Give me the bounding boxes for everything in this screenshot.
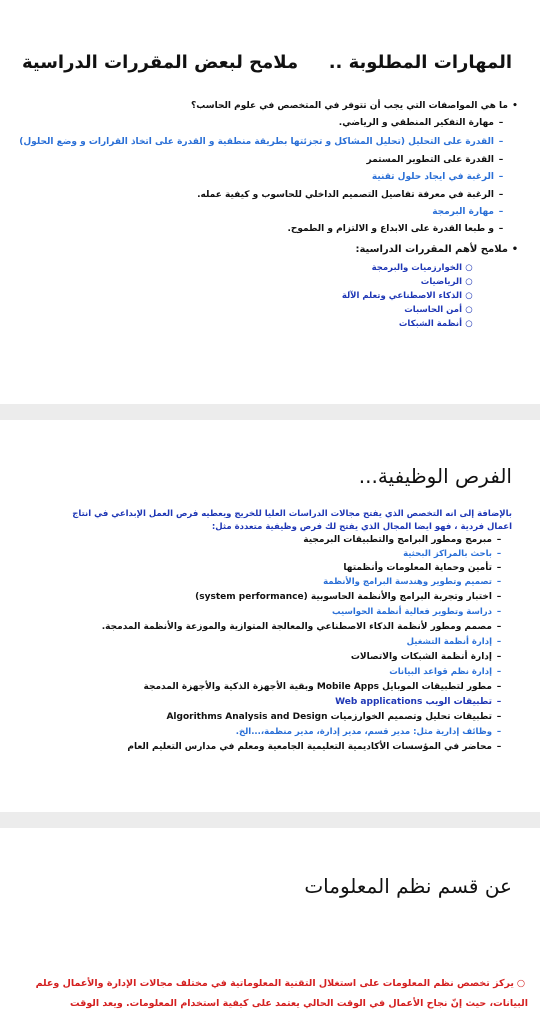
dash-icon: – [496,607,502,617]
job-item: –مصمم ومطور لأنظمة الذكاء الاصطناعي والمعالجة المتوازية والموزعة والأنظمة المدمجة. [102,621,506,633]
circle-bullet-icon: ○ [516,978,526,989]
dash-icon: – [496,622,502,632]
slide-title: عن قسم نظم المعلومات [304,874,512,898]
circle-bullet-icon: ○ [465,319,473,329]
circle-bullet-icon: ○ [465,263,473,273]
slide-title [22,52,512,73]
dash-icon: – [498,172,504,182]
intro-bullet: ○يركز تخصص نظم المعلومات على استغلال التقنية المعلوماتية في مختلف مجالات الإدارة والأعمال وعلم [36,978,528,990]
dash-icon: – [496,592,502,602]
dash-icon: – [498,155,504,165]
dash-icon: – [496,577,502,587]
dash-icon: – [498,207,504,217]
dash-icon: – [496,637,502,647]
skill-item: –و طبعا القدرة على الابداع و الالتزام و الطموح. [287,223,508,235]
dash-icon: – [496,727,502,737]
job-item: –تأمين وحماية المعلومات وأنظمتها [343,562,506,574]
bullet-dot-icon: • [512,101,518,111]
skill-item: –الرغبة في معرفة تفاصيل التصميم الداخلي للحاسوب و كيفية عمله. [197,189,508,201]
title-part-a: المهارات المطلوبة .. [328,52,512,73]
course-item: ○الخوارزميات والبرمجة [372,262,476,274]
job-item: –باحث بالمراكز البحثية [403,548,506,560]
dash-icon: – [496,667,502,677]
job-item: –محاضر في المؤسسات الأكاديمية التعليمية الجامعية ومعلم في مدارس التعليم العام [127,741,506,753]
slide-title: الفرص الوظيفية... [358,464,512,488]
dash-icon: – [496,549,502,559]
job-item: –وظائف إدارية مثل: مدير قسم، مدير إدارة، مدير منظمة،...الخ. [236,726,506,738]
job-item: –اختبار وتجربة البرامج والأنظمة الحاسوبية (system performance) [195,591,506,603]
dash-icon: – [496,535,502,545]
slide-info-systems [0,828,540,1016]
dash-icon: – [496,563,502,573]
course-item: ○الذكاء الاصطناعي وتعلم الآلة [342,290,476,302]
dash-icon: – [498,224,504,234]
dash-icon: – [496,652,502,662]
job-item: –مطور لتطبيقات الموبايل Mobile Apps وبقية الأجهزة الذكية والأجهزة المدمجة [144,681,507,693]
circle-bullet-icon: ○ [465,291,473,301]
dash-icon: – [496,697,502,707]
skill-item: –مهارة البرمجة [432,206,508,218]
skill-item: –مهارة التفكير المنطقي و الرياضي. [339,117,508,129]
slide-skills [0,0,540,404]
title-part-b: ملامح لبعض المقررات الدراسية [21,52,299,73]
job-item: –إدارة أنظمة الشبكات والاتصالات [351,651,506,663]
intro-line: بالإضافة إلى انه التخصص الذي يفتح مجالات الدراسات العليا للخريج ويعطيه فرص العمل الإبداعي في انتاج [72,509,512,519]
question-bullet: •ما هي المواصفات التي يجب أن تتوفر في المتخصص في علوم الحاسب؟ [191,100,522,112]
job-item: –إدارة أنظمة التشغيل [407,636,506,648]
bullet-dot-icon: • [511,244,519,255]
dash-icon: – [498,118,504,128]
job-item: –تطبيقات الويب Web applications [335,696,506,708]
skill-item: –القدرة على التحليل (تحليل المشاكل و تجزئتها بطريقة منطقية و القدرة على اتخاذ القرارات و وضع الحلول) [19,136,508,148]
intro-line: البيانات، حيث إنّ نجاح الأعمال في الوقت الحالي يعتمد على كيفية استخدام المعلومات. ويعد الوقت [70,998,528,1009]
circle-bullet-icon: ○ [465,305,473,315]
job-item: –مبرمج ومطور البرامج والتطبيقات البرمجية [303,534,506,546]
intro-line: اعمال فردية ، فهو ايضا المجال الذي يفتح لك فرص وظيفية متعددة مثل: [211,522,512,532]
slide-jobs [0,420,540,812]
dash-icon: – [498,190,504,200]
courses-heading: •ملامح لأهم المقررات الدراسية: [355,244,522,256]
dash-icon: – [498,137,504,147]
dash-icon: – [496,682,502,692]
skill-item: –الرغبة في ايجاد حلول تقنية [372,171,508,183]
circle-bullet-icon: ○ [465,277,473,287]
job-item: –تطبيقات تحليل وتصميم الخوارزميات Algorithms Analysis and Design [166,711,506,723]
dash-icon: – [496,742,502,752]
job-item: –تصميم وتطوير وهندسة البرامج والأنظمة [323,576,506,588]
job-item: –إدارة نظم قواعد البيانات [389,666,506,678]
course-item: ○أنظمة الشبكات [399,318,476,330]
skill-item: –القدرة على التطوير المستمر [367,154,508,166]
course-item: ○الرياضيات [421,276,476,288]
course-item: ○أمن الحاسبات [404,304,476,316]
job-item: –دراسة وتطوير فعالية أنظمة الحواسيب [332,606,506,618]
dash-icon: – [496,712,502,722]
